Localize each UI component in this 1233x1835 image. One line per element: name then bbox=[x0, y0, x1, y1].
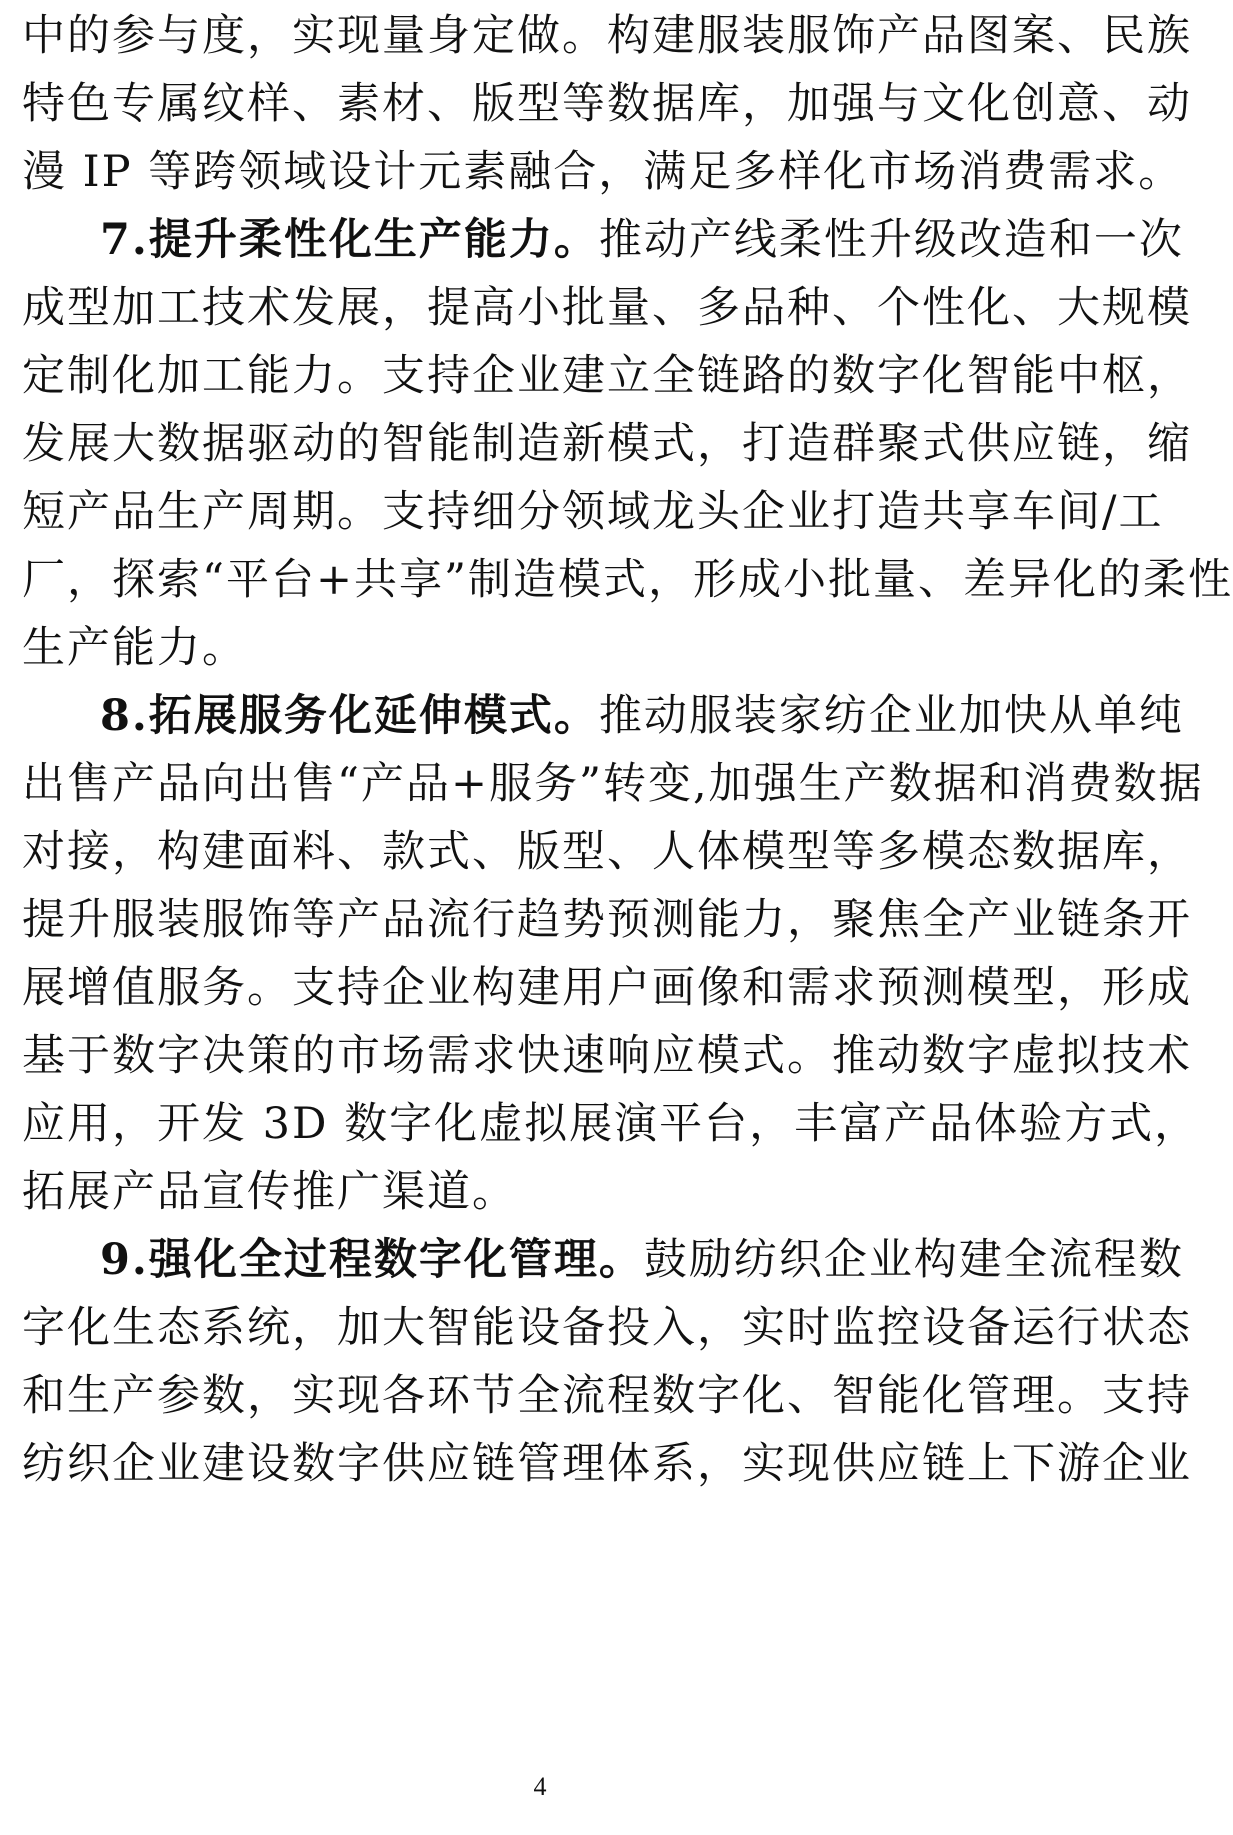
section-first-line-text: 推动服装家纺企业加快从单纯 bbox=[598, 691, 1184, 741]
body-text-line: 定制化加工能力。支持企业建立全链路的数字化智能中枢， bbox=[22, 351, 1192, 401]
section-first-line-text: 推动产线柔性升级改造和一次 bbox=[598, 215, 1184, 265]
body-text-line: 展增值服务。支持企业构建用户画像和需求预测模型，形成 bbox=[22, 963, 1192, 1013]
body-text-line: 生产能力。 bbox=[22, 623, 247, 673]
body-text-line: 拓展产品宣传推广渠道。 bbox=[22, 1167, 517, 1217]
body-text-line: 出售产品向出售“产品+服务”转变,加强生产数据和消费数据 bbox=[22, 759, 1204, 809]
body-text-line: 短产品生产周期。支持细分领域龙头企业打造共享车间/工 bbox=[22, 487, 1164, 537]
body-text-line: 纺织企业建设数字供应链管理体系，实现供应链上下游企业 bbox=[22, 1439, 1192, 1489]
body-text-line: 对接，构建面料、款式、版型、人体模型等多模态数据库， bbox=[22, 827, 1192, 877]
body-text-line: 基于数字决策的市场需求快速响应模式。推动数字虚拟技术 bbox=[22, 1031, 1192, 1081]
section-heading: 8.拓展服务化延伸模式。 bbox=[100, 691, 599, 741]
section-first-line bbox=[100, 1232, 1184, 1288]
body-text-line: 特色专属纹样、素材、版型等数据库，加强与文化创意、动 bbox=[22, 79, 1192, 129]
body-text-line: 和生产参数，实现各环节全流程数字化、智能化管理。支持 bbox=[22, 1371, 1192, 1421]
section-heading: 7.提升柔性化生产能力。 bbox=[100, 215, 599, 265]
body-text-line: 厂，探索“平台+共享”制造模式，形成小批量、差异化的柔性 bbox=[22, 555, 1233, 605]
body-text-line: 提升服装服饰等产品流行趋势预测能力，聚焦全产业链条开 bbox=[22, 895, 1192, 945]
body-text-line: 应用，开发 3D 数字化虚拟展演平台，丰富产品体验方式， bbox=[22, 1099, 1200, 1149]
body-text-line: 成型加工技术发展，提高小批量、多品种、个性化、大规模 bbox=[22, 283, 1192, 333]
page-number: 4 bbox=[533, 1772, 547, 1801]
body-text-line: 字化生态系统，加大智能设备投入，实时监控设备运行状态 bbox=[22, 1303, 1192, 1353]
body-text-line: 发展大数据驱动的智能制造新模式，打造群聚式供应链，缩 bbox=[22, 419, 1192, 469]
body-text-line: 漫 IP 等跨领域设计元素融合，满足多样化市场消费需求。 bbox=[22, 147, 1184, 197]
section-heading: 9.强化全过程数字化管理。 bbox=[100, 1235, 644, 1285]
body-text-line: 中的参与度，实现量身定做。构建服装服饰产品图案、民族 bbox=[22, 11, 1192, 61]
section-first-line bbox=[100, 688, 1184, 744]
section-first-line bbox=[100, 212, 1184, 268]
section-first-line-text: 鼓励纺织企业构建全流程数 bbox=[643, 1235, 1184, 1285]
